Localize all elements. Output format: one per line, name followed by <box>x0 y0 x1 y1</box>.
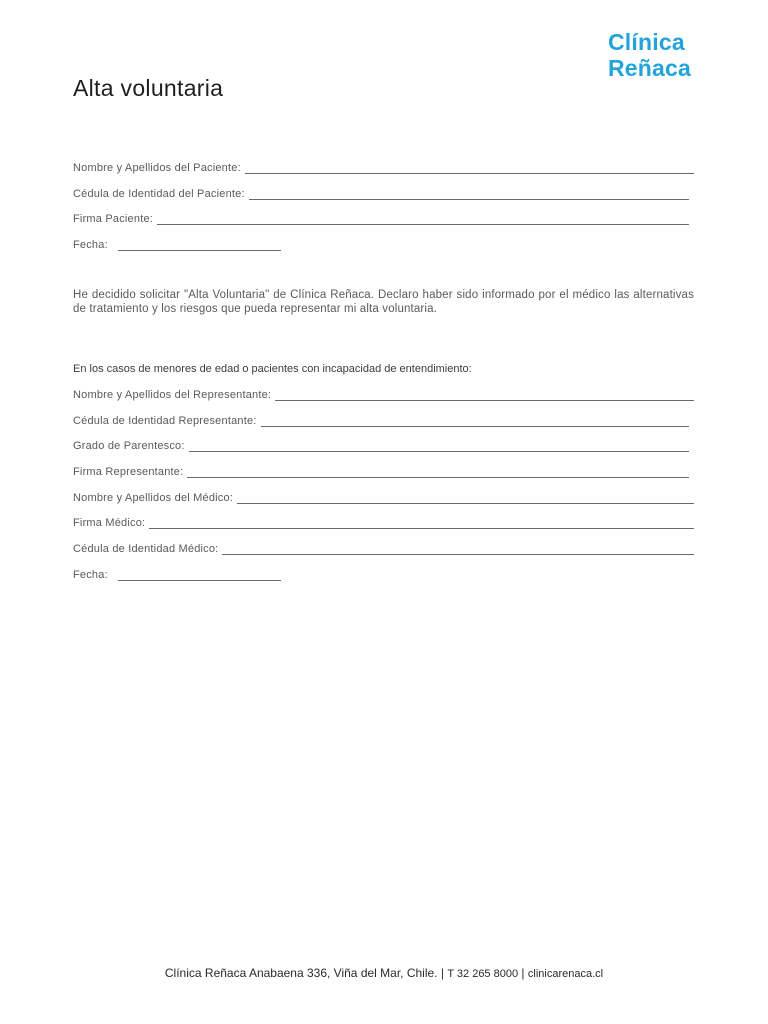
blank-line <box>275 389 694 401</box>
field-label: Cédula de Identidad Médico: <box>73 543 219 555</box>
field-label: Nombre y Apellidos del Paciente: <box>73 162 241 174</box>
doctor-id-field[interactable] <box>73 542 694 556</box>
footer-website[interactable]: clinicarenaca.cl <box>527 968 604 980</box>
declaration-text: He decidido solicitar "Alta Voluntaria" de Clínica Reñaca. Declaro haber sido informado por el médico las alternativas de tratamiento y los riesgos que pueda representar mi alta voluntaria. <box>73 289 694 315</box>
patient-id-field[interactable] <box>73 187 689 201</box>
footer-separator: | <box>521 966 525 980</box>
blank-line <box>245 162 694 174</box>
logo-line-1: Clínica <box>608 29 685 55</box>
blank-line <box>187 466 689 478</box>
field-label: Cédula de Identidad Representante: <box>73 415 257 427</box>
patient-name-field[interactable] <box>73 161 694 175</box>
logo-line-2: Reñaca <box>608 55 692 81</box>
field-label: Nombre y Apellidos del Médico: <box>73 492 234 504</box>
field-label: Firma Médico: <box>73 517 146 529</box>
footer-phone: T 32 265 8000 <box>447 968 519 980</box>
field-label: Fecha: <box>73 569 108 581</box>
blank-line <box>118 239 281 251</box>
patient-signature-field[interactable] <box>73 212 689 226</box>
representative-id-field[interactable] <box>73 414 689 428</box>
blank-line <box>237 492 694 504</box>
footer <box>0 966 768 980</box>
field-label: Fecha: <box>73 239 108 251</box>
blank-line <box>157 213 689 225</box>
blank-line <box>222 543 694 555</box>
field-label: Nombre y Apellidos del Representante: <box>73 389 272 401</box>
blank-line <box>149 517 694 529</box>
representative-name-field[interactable] <box>73 388 694 402</box>
blank-line <box>261 415 689 427</box>
blank-line <box>189 440 689 452</box>
footer-separator: | <box>440 966 444 980</box>
field-label: Firma Paciente: <box>73 213 154 225</box>
doctor-signature-field[interactable] <box>73 516 694 530</box>
field-label: Cédula de Identidad del Paciente: <box>73 188 245 200</box>
field-label: Firma Representante: <box>73 466 184 478</box>
blank-line <box>118 569 281 581</box>
doctor-name-field[interactable] <box>73 491 694 505</box>
patient-date-field[interactable] <box>73 238 694 252</box>
relationship-field[interactable] <box>73 439 689 453</box>
representative-heading: En los casos de menores de edad o pacientes con incapacidad de entendimiento: <box>73 363 472 375</box>
representative-date-field[interactable] <box>73 568 694 582</box>
field-label: Grado de Parentesco: <box>73 440 185 452</box>
representative-signature-field[interactable] <box>73 465 689 479</box>
blank-line <box>249 188 689 200</box>
page-title: Alta voluntaria <box>73 75 224 101</box>
clinic-logo <box>608 29 691 81</box>
footer-address: Clínica Reñaca Anabaena 336, Viña del Mar, Chile. <box>164 966 438 980</box>
